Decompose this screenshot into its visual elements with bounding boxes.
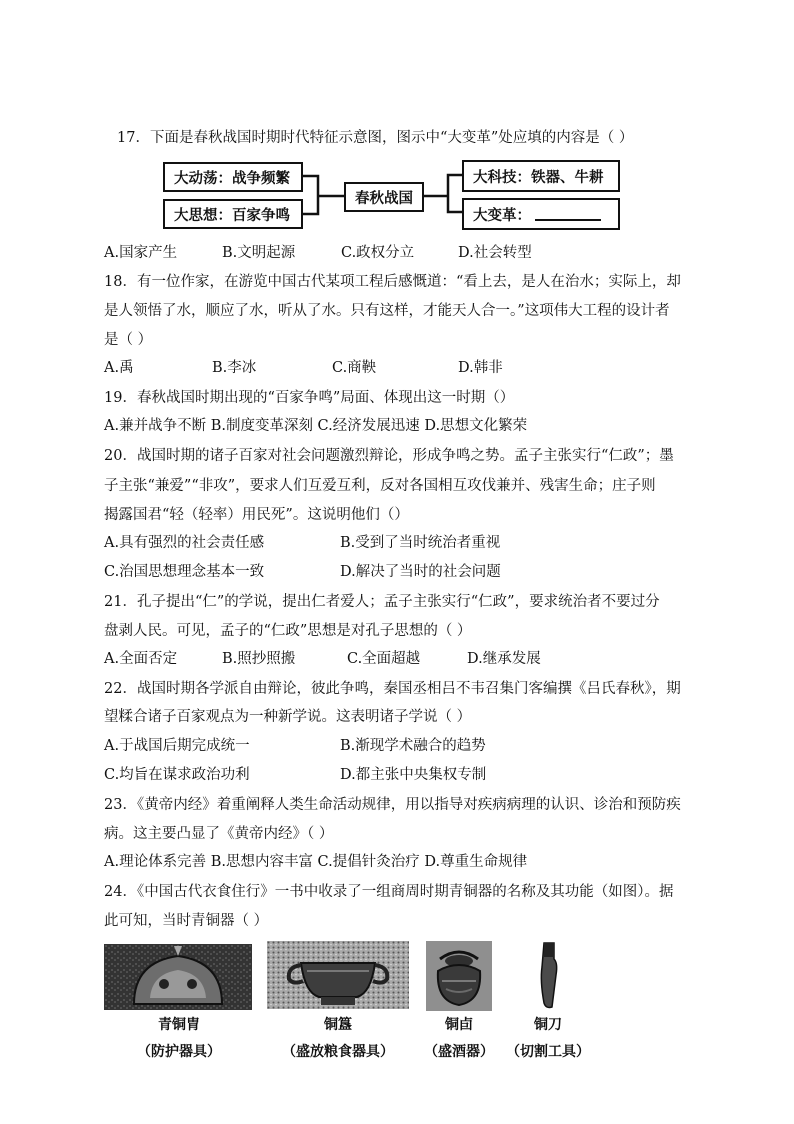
q20-option-a[interactable]: A.具有强烈的社会责任感 — [104, 535, 265, 551]
q21-line-2: 盘剥人民。可见，孟子的“仁政”思想是对孔子思想的（ ） — [104, 623, 472, 639]
q21-option-c[interactable]: C.全面超越 — [347, 651, 421, 667]
helmet-image — [104, 944, 252, 1010]
q22-option-c[interactable]: C.均旨在谋求政治功利 — [104, 767, 250, 783]
q18-option-b[interactable]: B.李冰 — [212, 360, 257, 376]
gui-name: 铜簋 — [324, 1017, 352, 1033]
gui-function: （盛放粮食器具） — [282, 1044, 394, 1060]
q23-options[interactable]: A.理论体系完善 B.思想内容丰富 C.提倡针灸治疗 D.尊重生命规律 — [104, 854, 528, 870]
q20-line-1: 20．战国时期的诸子百家对社会问题激烈辩论，形成争鸣之势。孟子主张实行“仁政”；墨 — [104, 448, 674, 464]
q23-line-2: 病。这主要凸显了《黄帝内经》（ ） — [104, 826, 334, 842]
gui-vessel-image — [267, 941, 409, 1009]
answer-blank — [535, 207, 601, 221]
q19-stem: 19．春秋战国时期出现的“百家争鸣”局面、体现出这一时期（） — [104, 390, 515, 406]
q17-stem: 17．下面是春秋战国时期时代特征示意图，图示中“大变革”处应填的内容是（ ） — [117, 130, 634, 146]
q20-option-d[interactable]: D.解决了当时的社会问题 — [340, 564, 501, 580]
q19-options[interactable]: A.兼并战争不断 B.制度变革深刻 C.经济发展迅速 D.思想文化繁荣 — [104, 418, 528, 434]
you-wine-vessel-image — [426, 941, 492, 1011]
q20-line-3: 揭露国君“轻（轻率）用民死”。这说明他们（） — [104, 507, 409, 523]
q20-option-b[interactable]: B.受到了当时统治者重视 — [340, 535, 501, 551]
q24-line-1: 24．《中国古代衣食住行》一书中收录了一组商周时期青铜器的名称及其功能（如图）。据 — [104, 884, 674, 900]
you-function: （盛酒器） — [424, 1044, 494, 1060]
diagram-box-spring-autumn: 春秋战国 — [344, 182, 424, 212]
q18-option-a[interactable]: A.禹 — [104, 360, 134, 376]
helmet-function: （防护器具） — [137, 1044, 221, 1060]
q18-option-c[interactable]: C.商鞅 — [332, 360, 377, 376]
q17-option-a[interactable]: A.国家产生 — [104, 245, 178, 261]
knife-name: 铜刀 — [534, 1017, 562, 1033]
q21-option-d[interactable]: D.继承发展 — [467, 651, 541, 667]
q17-option-c[interactable]: C.政权分立 — [341, 245, 415, 261]
diagram-box-thought: 大思想：百家争鸣 — [163, 199, 303, 229]
q23-line-1: 23．《黄帝内经》着重阐释人类生命活动规律，用以指导对疾病病理的认识、诊治和预防疾 — [104, 797, 681, 813]
diagram-box-reform — [462, 198, 620, 230]
q18-line-3: 是（ ） — [104, 332, 153, 348]
q17-option-b[interactable]: B.文明起源 — [222, 245, 296, 261]
diagram-box-technology: 大科技：铁器、牛耕 — [462, 160, 620, 192]
diagram-box-reform-label: 大变革： — [473, 207, 531, 224]
q22-option-d[interactable]: D.都主张中央集权专制 — [340, 767, 487, 783]
you-name: 铜卣 — [445, 1017, 473, 1033]
helmet-name: 青铜胄 — [158, 1017, 200, 1033]
q22-line-1: 22．战国时期各学派自由辩论，彼此争鸣，秦国丞相吕不韦召集门客编撰《吕氏春秋》，期 — [104, 681, 681, 697]
diagram-box-turmoil: 大动荡：战争频繁 — [163, 162, 303, 192]
q21-option-b[interactable]: B.照抄照搬 — [222, 651, 296, 667]
q18-line-1: 18．有一位作家，在游览中国古代某项工程后感慨道：“看上去，是人在治水；实际上，却 — [104, 274, 681, 290]
q22-line-2: 望糅合诸子百家观点为一种新学说。这表明诸子学说（ ） — [104, 709, 472, 725]
bronze-knife-image — [534, 941, 562, 1011]
q24-line-2: 此可知，当时青铜器（ ） — [104, 913, 269, 929]
q20-option-c[interactable]: C.治国思想理念基本一致 — [104, 564, 265, 580]
q22-option-a[interactable]: A.于战国后期完成统一 — [104, 738, 250, 754]
q21-option-a[interactable]: A.全面否定 — [104, 651, 178, 667]
q17-option-d[interactable]: D.社会转型 — [458, 245, 532, 261]
q20-line-2: 子主张“兼爱”“非攻”，要求人们互爱互利，反对各国相互攻伐兼并、残害生命；庄子则 — [104, 478, 656, 494]
q18-option-d[interactable]: D.韩非 — [458, 360, 503, 376]
q18-line-2: 是人领悟了水，顺应了水，听从了水。只有这样，才能天人合一。”这项伟大工程的设计者 — [104, 303, 670, 319]
knife-function: （切割工具） — [506, 1044, 590, 1060]
q21-line-1: 21．孔子提出“仁”的学说，提出仁者爱人；孟子主张实行“仁政”，要求统治者不要过分 — [104, 594, 660, 610]
q22-option-b[interactable]: B.渐现学术融合的趋势 — [340, 738, 486, 754]
